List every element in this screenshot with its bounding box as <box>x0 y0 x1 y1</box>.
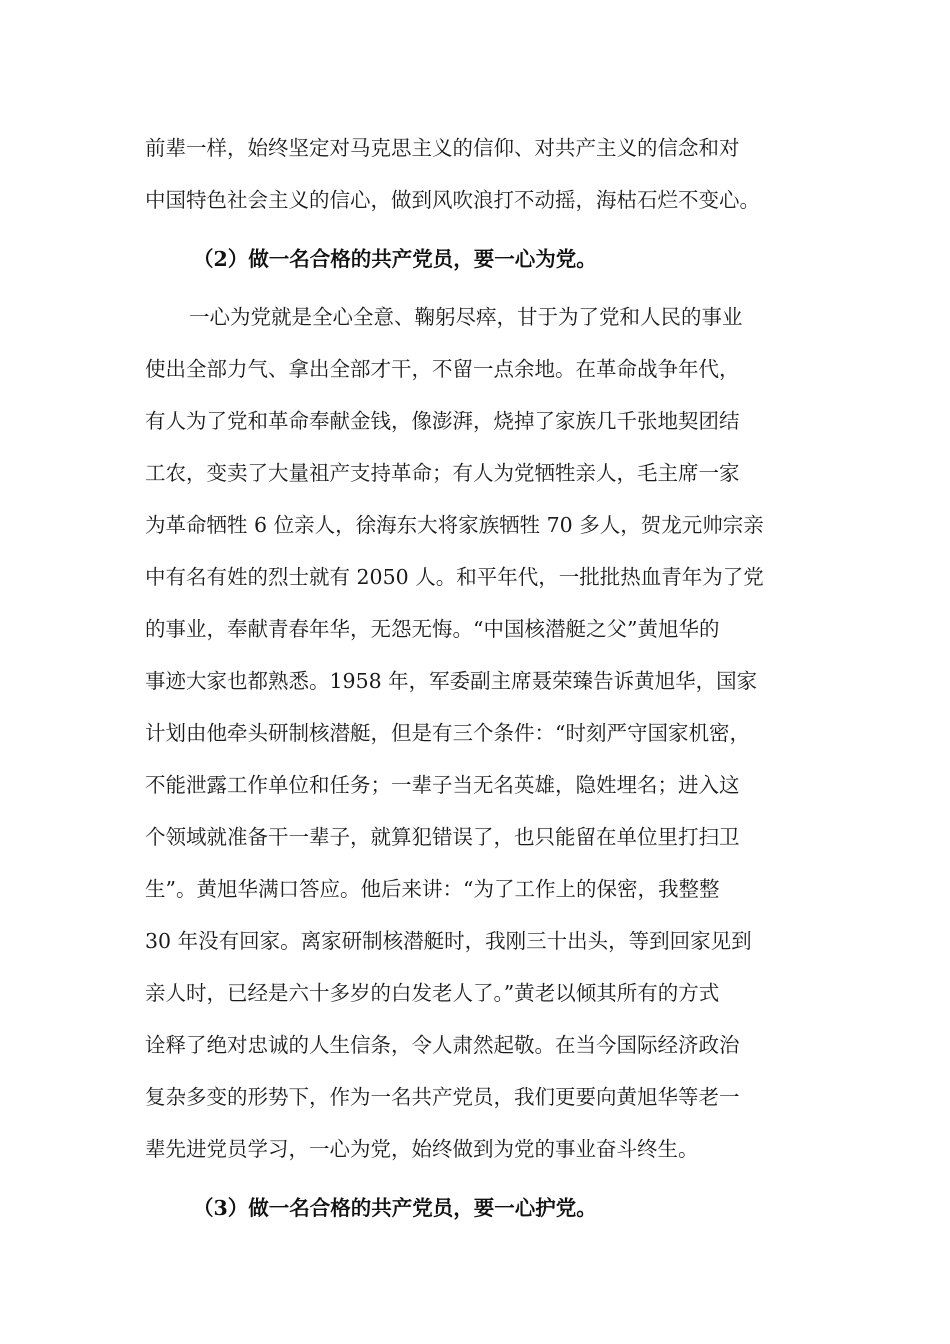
paragraph-line: 使出全部力气、拿出全部才干，不留一点余地。在革命战争年代， <box>145 357 740 381</box>
paragraph-line: 生”。黄旭华满口答应。他后来讲：“为了工作上的保密，我整整 <box>145 877 720 901</box>
paragraph-line: 工农，变卖了大量祖产支持革命；有人为党牺牲亲人，毛主席一家 <box>145 461 740 485</box>
paragraph-line: 个领域就准备干一辈子，就算犯错误了，也只能留在单位里打扫卫 <box>145 825 740 849</box>
paragraph-line: 事迹大家也都熟悉。1958 年，军委副主席聂荣臻告诉黄旭华，国家 <box>145 669 758 693</box>
paragraph-line: 为革命牺牲 6 位亲人，徐海东大将家族牺牲 70 多人，贺龙元帅宗亲 <box>145 513 764 537</box>
paragraph-line: 亲人时，已经是六十多岁的白发老人了。”黄老以倾其所有的方式 <box>145 981 720 1005</box>
paragraph-line: 中国特色社会主义的信心，做到风吹浪打不动摇，海枯石烂不变心。 <box>145 188 760 212</box>
paragraph-line: 30 年没有回家。离家研制核潜艇时，我刚三十出头，等到回家见到 <box>145 929 752 953</box>
paragraph-line: 的事业，奉献青春年华，无怨无悔。“中国核潜艇之父”黄旭华的 <box>145 617 720 641</box>
section-heading: （2）做一名合格的共产党员，要一心为党。 <box>193 247 597 271</box>
paragraph-line: 前辈一样，始终坚定对马克思主义的信仰、对共产主义的信念和对 <box>145 136 740 160</box>
paragraph-line: 辈先进党员学习，一心为党，始终做到为党的事业奋斗终生。 <box>145 1137 699 1161</box>
section-heading: （3）做一名合格的共产党员，要一心护党。 <box>193 1196 597 1220</box>
paragraph-line: 复杂多变的形势下，作为一名共产党员，我们更要向黄旭华等老一 <box>145 1085 740 1109</box>
paragraph-line: 不能泄露工作单位和任务；一辈子当无名英雄，隐姓埋名；进入这 <box>145 773 740 797</box>
paragraph-line: 计划由他牵头研制核潜艇，但是有三个条件：“时刻严守国家机密， <box>145 721 750 745</box>
paragraph-line: 有人为了党和革命奉献金钱，像澎湃，烧掉了家族几千张地契团结 <box>145 409 740 433</box>
paragraph-line: 中有名有姓的烈士就有 2050 人。和平年代，一批批热血青年为了党 <box>145 565 764 589</box>
paragraph-line: 一心为党就是全心全意、鞠躬尽瘁，甘于为了党和人民的事业 <box>189 305 743 329</box>
paragraph-line: 诠释了绝对忠诚的人生信条，令人肃然起敬。在当今国际经济政治 <box>145 1033 740 1057</box>
